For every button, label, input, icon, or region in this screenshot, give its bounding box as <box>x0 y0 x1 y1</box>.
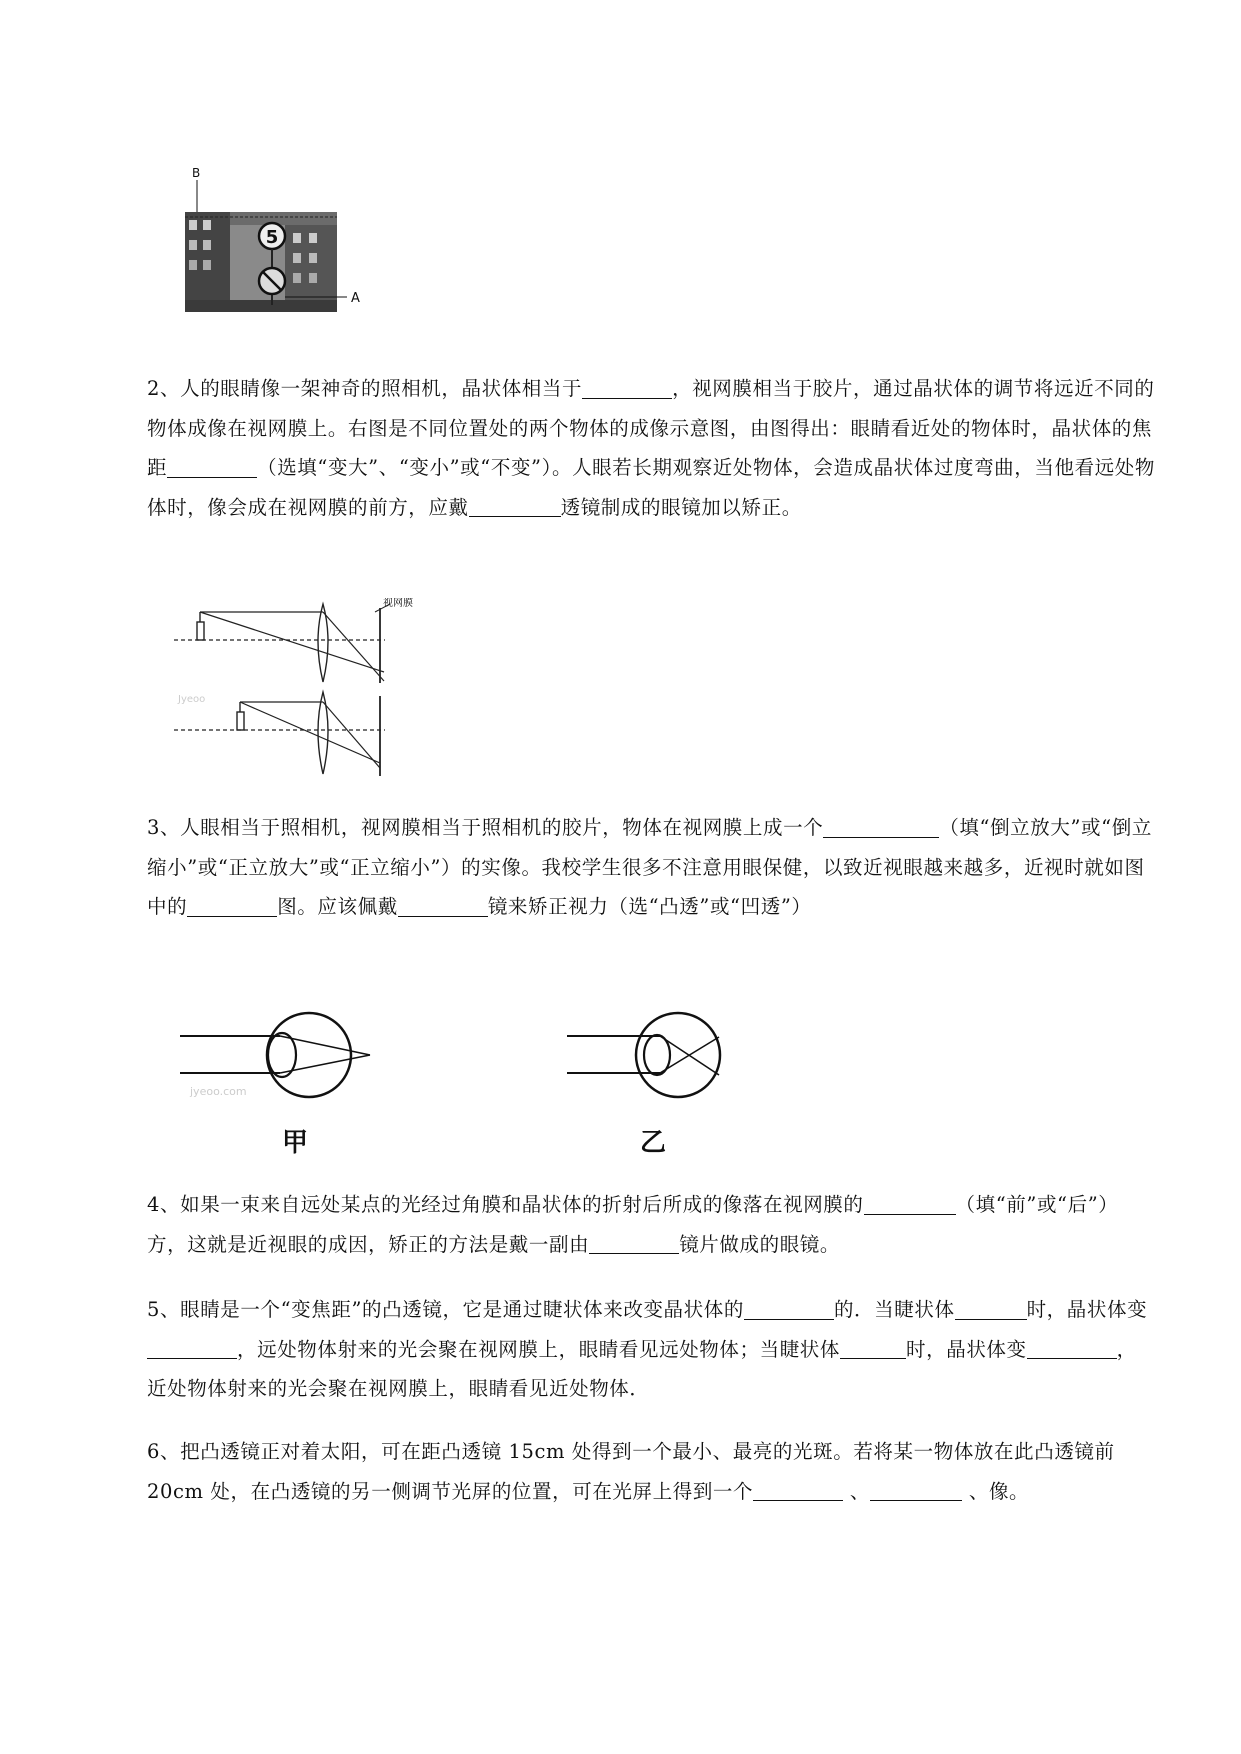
question-2 <box>147 369 1155 527</box>
q3-text-4: 镜来矫正视力（选“凸透”或“凹透”） <box>487 895 812 918</box>
answer-blank[interactable] <box>870 1480 962 1501</box>
answer-blank[interactable] <box>823 816 939 837</box>
q3-text-1: 3、人眼相当于照相机，视网膜相当于照相机的胶片，物体在视网膜上成一个 <box>147 816 824 839</box>
eye-diagrams <box>170 1000 740 1160</box>
q5-text-2: 的．当睫状体 <box>833 1298 955 1321</box>
q6-text-2: 像。 <box>988 1479 1030 1503</box>
q5-text-5: 时，晶状体变 <box>906 1337 1027 1361</box>
q6-separator: 、 <box>962 1479 989 1503</box>
q5-text-1: 5、眼睛是一个“变焦距”的凸透镜，它是通过睫状体来改变晶状体的 <box>147 1298 744 1321</box>
label-a: A <box>351 291 360 306</box>
label-jia: 甲 <box>282 1128 309 1158</box>
answer-blank[interactable] <box>753 1480 843 1501</box>
q4-text-1: 4、如果一束来自远处某点的光经过角膜和晶状体的折射后所成的像落在视网膜的 <box>147 1193 864 1216</box>
answer-blank[interactable] <box>398 895 488 916</box>
answer-blank[interactable] <box>744 1298 834 1319</box>
answer-blank[interactable] <box>840 1338 906 1359</box>
answer-blank[interactable] <box>582 377 672 398</box>
q3-text-2: （填“倒立放大”或“倒立缩小”或“正立放大”或“正立缩小”）的实像。我校学生很多不注意用眼保健，以致近视眼越来越多，近视时就如图中的 <box>147 816 1152 918</box>
answer-blank[interactable] <box>589 1233 679 1254</box>
label-b: B <box>192 166 201 180</box>
answer-blank[interactable] <box>187 895 277 916</box>
answer-blank[interactable] <box>147 1338 237 1359</box>
answer-blank[interactable] <box>167 456 257 477</box>
q3-text-3: 图。应该佩戴 <box>277 895 398 918</box>
q2-text-4: 透镜制成的眼镜加以矫正。 <box>560 495 802 519</box>
answer-blank[interactable] <box>469 496 561 517</box>
watermark: Jyeoo <box>178 694 206 705</box>
q4-text-3: 镜片做成的眼镜。 <box>679 1232 841 1256</box>
question-6 <box>147 1432 1155 1511</box>
q2-text-2: ，视网膜相当于胶片，通过晶状体的调节将远近不同的物体成像在视网膜上。右图是不同位置处的两个物体的成像示意图，由图得出：眼睛看近处的物体时，晶状体的焦距 <box>147 377 1155 479</box>
sign-number: 5 <box>265 227 279 248</box>
q4-text-2: （填“前”或“后”）方，这就是近视眼的成因，矫正的方法是戴一副由 <box>147 1193 1119 1256</box>
question-5 <box>147 1290 1155 1409</box>
street-photo-figure <box>175 165 375 321</box>
q2-text-3: （选填“变大”、“变小”或“不变”）。人眼若长期观察近处物体，会造成晶状体过度弯曲，当他看远处物体时，像会成在视网膜的前方，应戴 <box>147 456 1155 519</box>
q5-text-6: ，近处物体射来的光会聚在视网膜上，眼睛看见近处物体． <box>147 1337 1137 1400</box>
retina-label: 视网膜 <box>383 598 413 609</box>
watermark: jyeoo.com <box>190 1085 247 1098</box>
q6-text-1: 6、把凸透镜正对着太阳，可在距凸透镜 15cm 处得到一个最小、最亮的光斑。若将某一物体放在此凸透镜前 20cm 处，在凸透镜的另一侧调节光屏的位置，可在光屏上得到一个 <box>147 1440 1115 1503</box>
q6-separator: 、 <box>843 1479 871 1503</box>
question-4 <box>147 1185 1155 1264</box>
q2-text-1: 2、人的眼睛像一架神奇的照相机，晶状体相当于 <box>147 377 583 400</box>
q5-text-3: 时，晶状体变 <box>1026 1298 1148 1321</box>
q5-text-4: ，远处物体射来的光会聚在视网膜上，眼睛看见远处物体；当睫状体 <box>237 1337 841 1361</box>
answer-blank[interactable] <box>1027 1338 1117 1359</box>
label-yi: 乙 <box>640 1128 667 1158</box>
answer-blank[interactable] <box>955 1298 1027 1319</box>
lens-ray-diagram <box>170 598 430 780</box>
answer-blank[interactable] <box>864 1193 956 1214</box>
question-3 <box>147 808 1155 927</box>
